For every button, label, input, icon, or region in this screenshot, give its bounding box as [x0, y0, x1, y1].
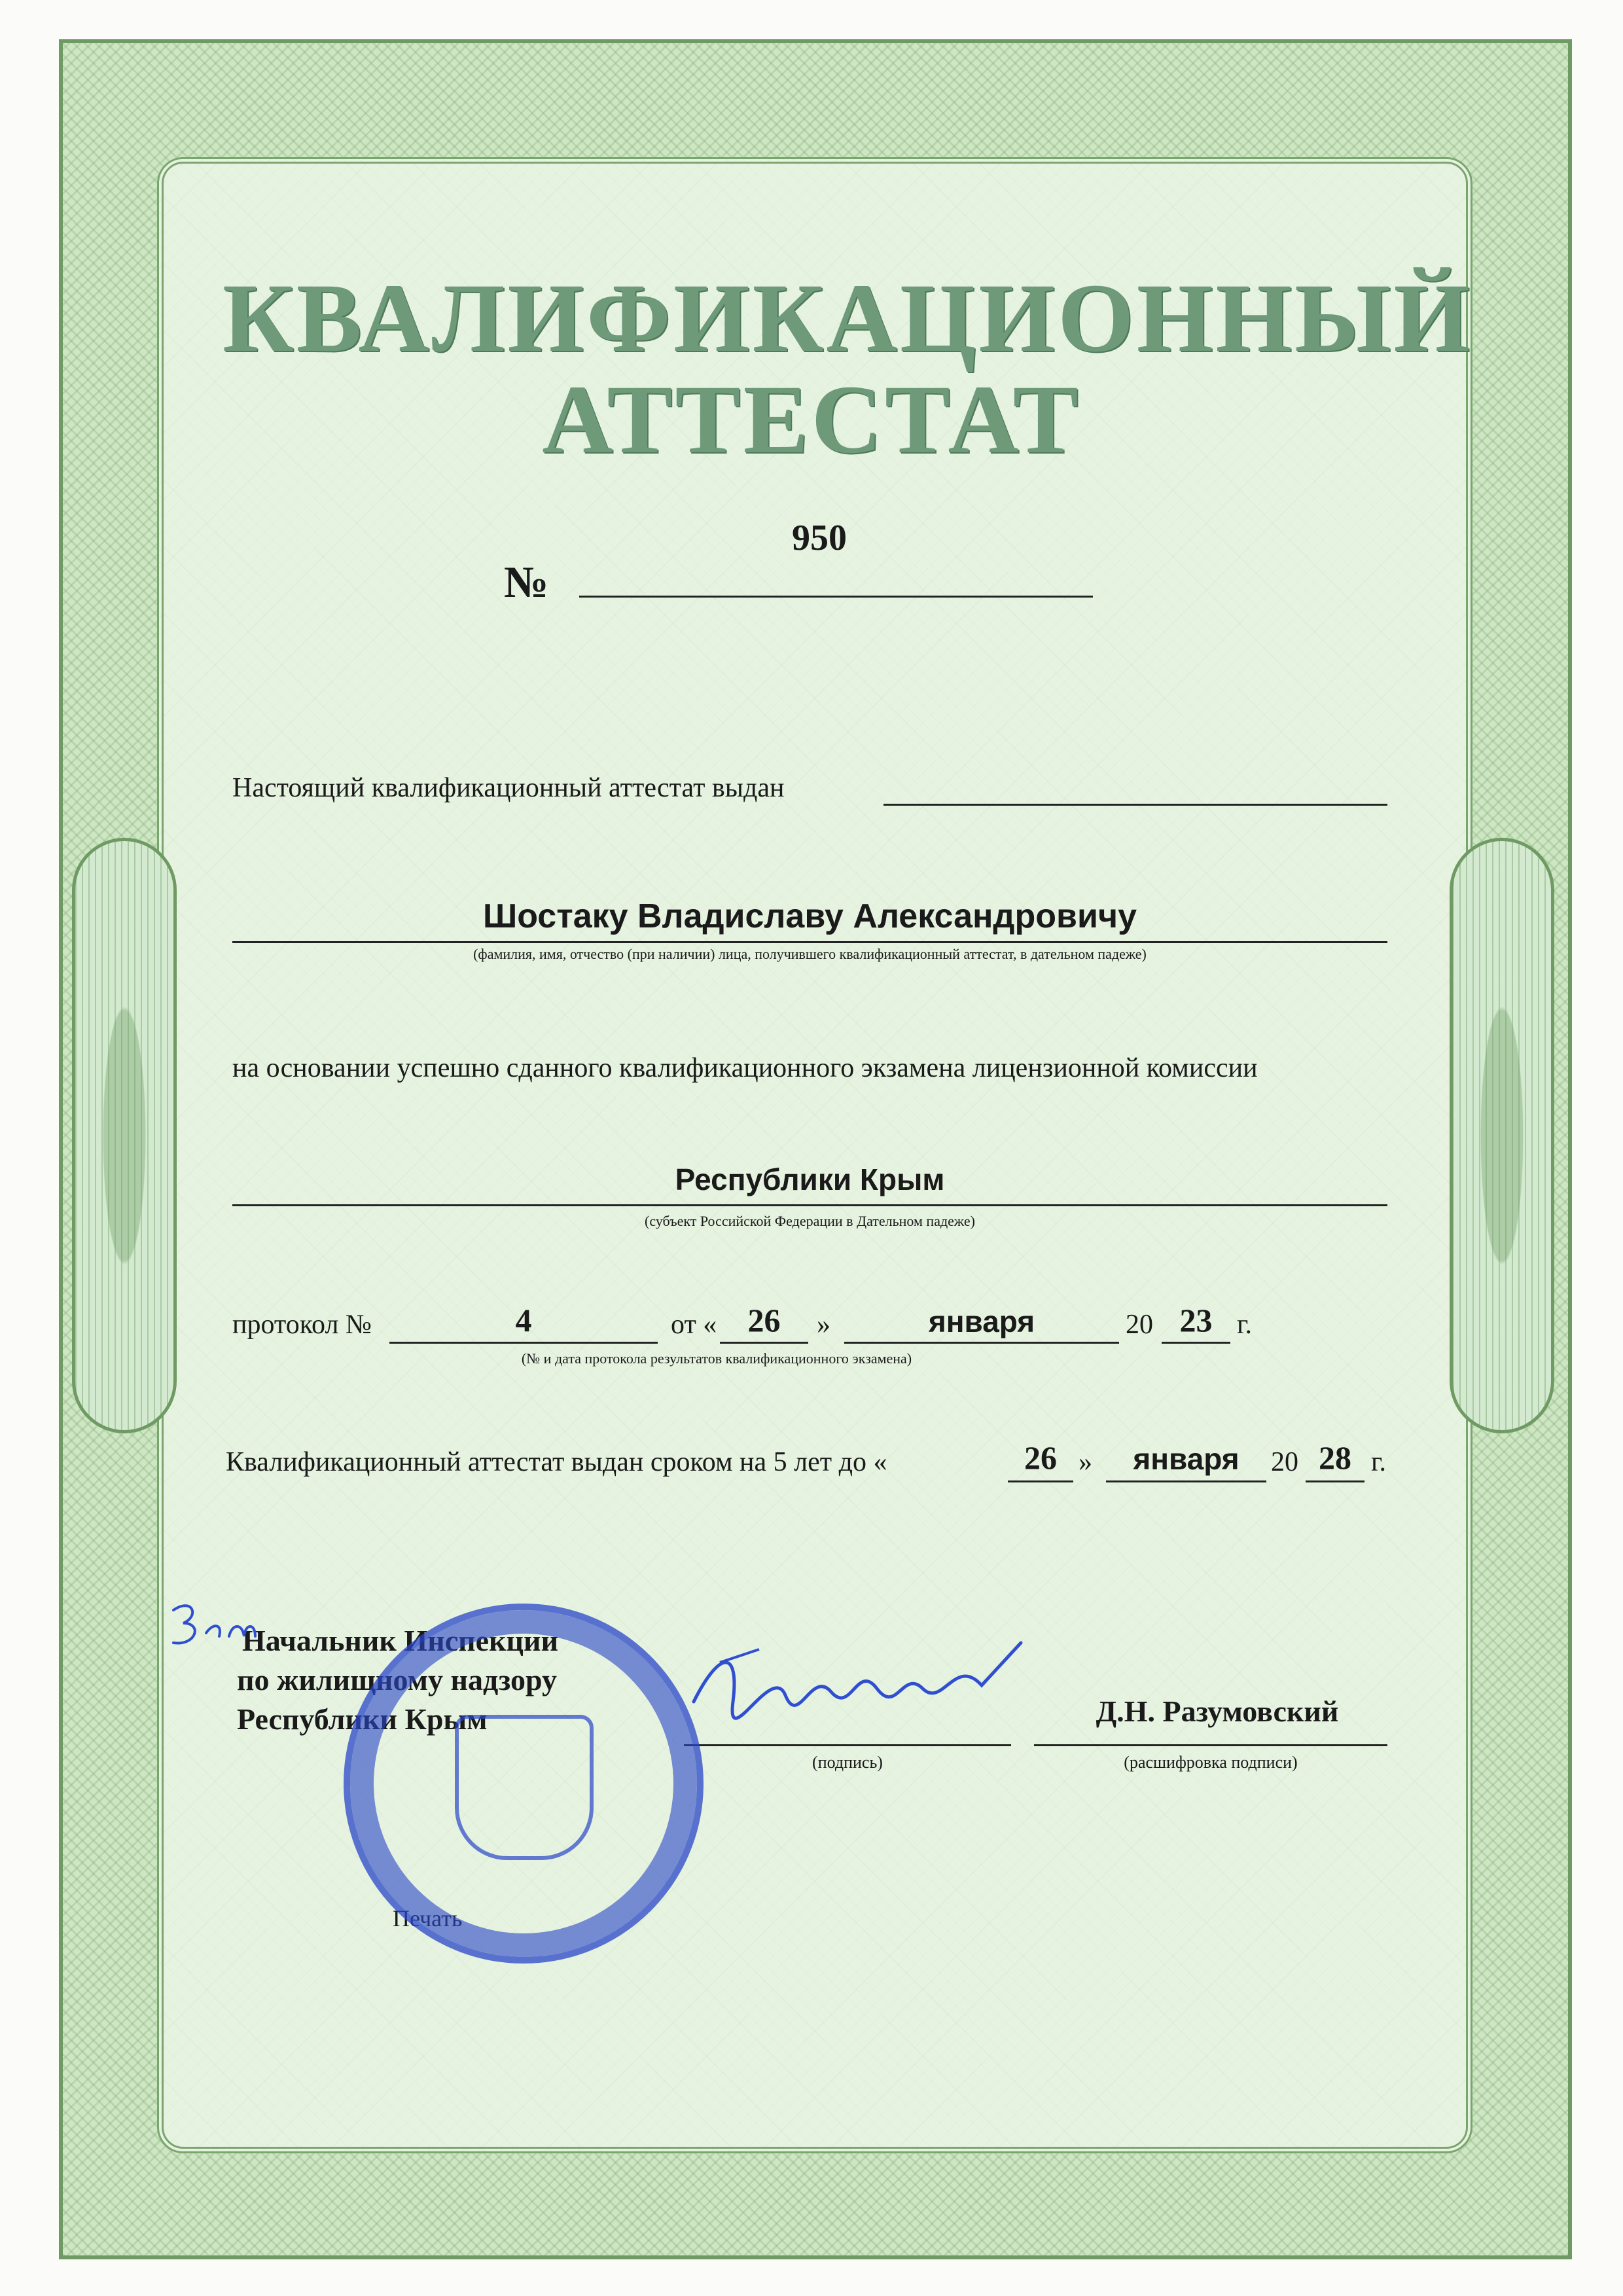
validity-g: г.: [1371, 1447, 1386, 1477]
official-seal-stamp: [344, 1604, 704, 1964]
number-sign: №: [504, 557, 549, 607]
validity-year-underline: [1306, 1480, 1364, 1482]
validity-month-underline: [1106, 1480, 1266, 1482]
basis-text: на основании успешно сданного квалификационного экзамена лицензионной комиссии: [232, 1053, 1258, 1083]
issued-to-label: Настоящий квалификационный аттестат выдан: [232, 773, 785, 803]
holder-caption: (фамилия, имя, отчество (при наличии) лица, получившего квалификационный аттестат, в дательном падеже): [473, 946, 1147, 962]
title-line-1: КВАЛИФИКАЦИОННЫЙ: [223, 264, 1473, 372]
validity-day: 26: [1024, 1439, 1057, 1476]
region-underline: [232, 1204, 1387, 1206]
region-caption: (субъект Российской Федерации в Дательном падеже): [645, 1213, 975, 1229]
protocol-day-underline: [720, 1342, 808, 1344]
protocol-year: 23: [1179, 1302, 1213, 1338]
title-line-2: АТТЕСТАТ: [542, 365, 1081, 474]
number-underline: [579, 596, 1093, 598]
validity-year-prefix: 20: [1271, 1447, 1298, 1477]
signatory-line-2: по жилищному надзору: [237, 1663, 557, 1696]
issued-to-underline: [883, 804, 1387, 806]
signature-underline: [684, 1744, 1011, 1746]
protocol-close-quote: »: [817, 1310, 830, 1340]
validity-close-quote: »: [1079, 1447, 1092, 1477]
seal-emblem: [455, 1715, 594, 1860]
certificate-number: 950: [792, 518, 847, 558]
protocol-from: от «: [671, 1310, 717, 1340]
validity-text: Квалификационный аттестат выдан сроком на 5 лет до «: [226, 1447, 887, 1477]
signature-caption: (подпись): [812, 1753, 883, 1772]
protocol-number-underline: [389, 1342, 658, 1344]
holder-name: Шостаку Владиславу Александровичу: [482, 897, 1137, 935]
protocol-month-underline: [844, 1342, 1119, 1344]
protocol-month: января: [928, 1304, 1035, 1338]
signatory-line-3: Республики Крым: [237, 1702, 488, 1736]
protocol-number: 4: [515, 1302, 532, 1338]
protocol-day: 26: [747, 1302, 781, 1338]
validity-day-underline: [1008, 1480, 1073, 1482]
holder-underline: [232, 941, 1387, 943]
signatory-line-1: Начальник Инспекции: [242, 1624, 559, 1657]
name-underline: [1034, 1744, 1387, 1746]
signatory-name: Д.Н. Разумовский: [1096, 1695, 1339, 1728]
protocol-label: протокол №: [232, 1310, 372, 1340]
name-caption: (расшифровка подписи): [1124, 1753, 1298, 1772]
handwritten-deputy-mark: [167, 1597, 259, 1656]
seal-label: Печать: [393, 1905, 463, 1931]
protocol-caption: (№ и дата протокола результатов квалификационного экзамена): [521, 1350, 912, 1367]
protocol-year-prefix: 20: [1126, 1310, 1153, 1340]
handwritten-signature: [681, 1623, 1034, 1741]
region-name: Республики Крым: [675, 1162, 945, 1196]
validity-year: 28: [1319, 1439, 1351, 1476]
protocol-year-underline: [1162, 1342, 1230, 1344]
validity-month: января: [1133, 1442, 1240, 1476]
protocol-g: г.: [1237, 1310, 1252, 1340]
